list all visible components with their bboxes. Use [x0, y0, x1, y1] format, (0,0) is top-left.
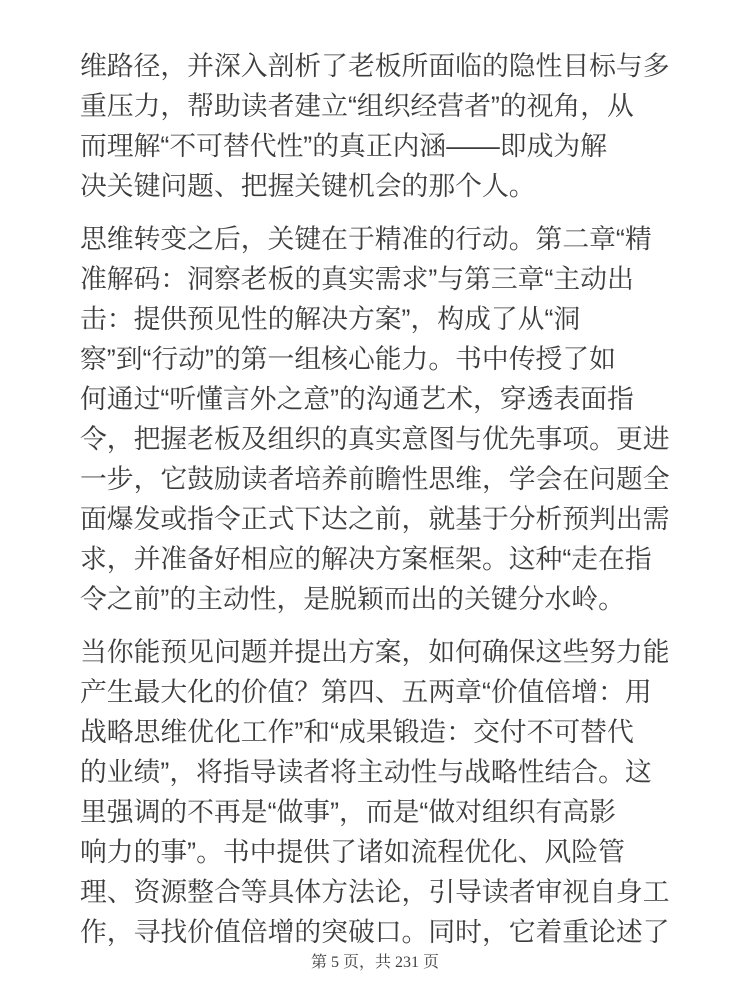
text-line: 令之前”的主动性，是脱颖而出的关键分水岭。 [80, 584, 625, 614]
text-line: 何通过“听懂言外之意”的沟通艺术，穿透表面指 [80, 384, 634, 414]
text-line: 重压力，帮助读者建立“组织经营者”的视角，从 [80, 91, 634, 121]
text-line: 求，并准备好相应的解决方案框架。这种“走在指 [80, 544, 652, 574]
text-line: 击：提供预见性的解决方案”，构成了从“洞 [80, 304, 581, 334]
text-line: 的业绩”，将指导读者将主动性与战略性结合。这 [80, 757, 652, 787]
page-footer: 第 5 页，共 231 页 [310, 954, 439, 971]
text-line: 察”到“行动”的第一组核心能力。书中传授了如 [80, 344, 616, 374]
text-line: 战略思维优化工作”和“成果锻造：交付不可替代 [80, 717, 634, 747]
paragraph [80, 46, 670, 206]
paragraph [80, 632, 670, 952]
text-line: 产生最大化的价值？第四、五两章“价值倍增：用 [80, 677, 652, 707]
text-line: 作，寻找价值倍增的突破口。同时，它着重论述了 [80, 917, 670, 947]
text-line: 面爆发或指令正式下达之前，就基于分析预判出需 [80, 504, 670, 534]
text-line: 而理解“不可替代性”的真正内涵——即成为解 [80, 131, 607, 161]
page-body [80, 46, 670, 952]
paragraph [80, 219, 670, 619]
text-line: 里强调的不再是“做事”，而是“做对组织有高影 [80, 797, 616, 827]
text-line: 理、资源整合等具体方法论，引导读者审视自身工 [80, 877, 670, 907]
text-line: 令，把握老板及组织的真实意图与优先事项。更进 [80, 424, 670, 454]
text-line: 决关键问题、把握关键机会的那个人。 [80, 171, 536, 201]
text-line: 响力的事”。书中提供了诸如流程优化、风险管 [80, 837, 625, 867]
text-line: 准解码：洞察老板的真实需求”与第三章“主动出 [80, 264, 634, 294]
text-line: 当你能预见问题并提出方案，如何确保这些努力能 [80, 637, 670, 667]
text-line: 思维转变之后，关键在于精准的行动。第二章“精 [80, 224, 652, 254]
text-line: 维路径，并深入剖析了老板所面临的隐性目标与多 [80, 51, 670, 81]
text-line: 一步，它鼓励读者培养前瞻性思维，学会在问题全 [80, 464, 670, 494]
